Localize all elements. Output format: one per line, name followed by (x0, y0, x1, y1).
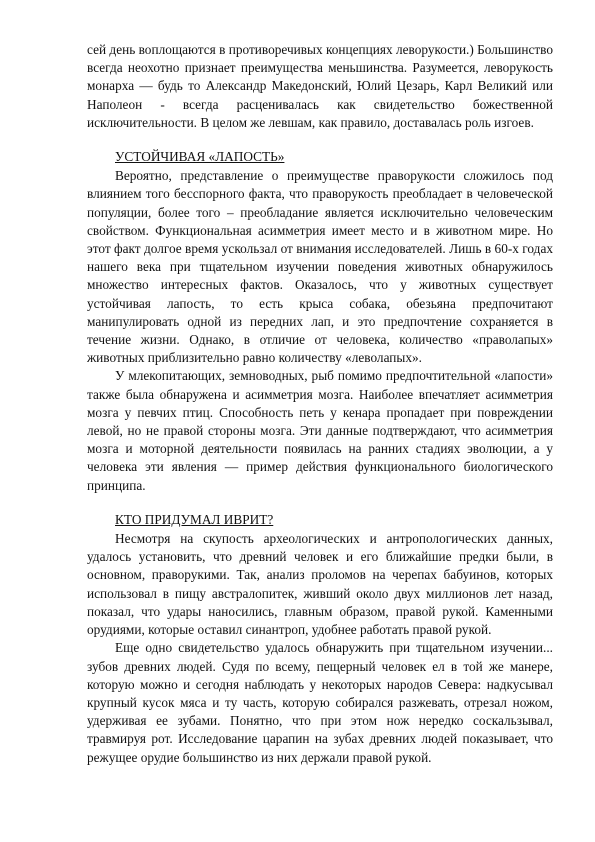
body-paragraph: У млекопитающих, земноводных, рыб помимо предпочтительной «лапости» также была обнаружена и асимметрия мозга. Наиболее впечатляет асимметрия мозга у певчих птиц. Способность петь у кенара пропадает при повреждении левой, но не правой стороны мозга. Эти данные подтверждают, что асимметрия мозга и моторной деятельности появилась на ранних стадиях эволюции, а у человека эти явления — пример действия функционального биологического принципа. (87, 368, 553, 493)
intro-paragraph: сей день воплощаются в противоречивых концепциях леворукости.) Большинство всегда неохотно признает преимущества меньшинства. Разумеется, леворукость монарха — будь то Александр Македонский, Юлий Цезарь, Карл Великий или Наполеон - всегда расценивалась как свидетельство божественной исключительности. В целом же левшам, как правило, доставалась роль изгоев. (87, 42, 553, 130)
body-paragraph: Несмотря на скупость археологических и антропологических данных, удалось установить, что древний человек и его ближайшие предки были, в основном, праворукими. Так, анализ проломов на черепах бабуинов, которых использовал в пищу австралопитек, живший около двух миллионов лет назад, показал, что удары наносились, главным образом, правой рукой. Каменными орудиями, которые оставил синантроп, удобнее работать правой рукой. (87, 531, 553, 638)
body-paragraph: Вероятно, представление о преимуществе праворукости сложилось под влиянием того бесспорного факта, что праворукость преобладает в человеческой популяции, более того – преобладание является исключительно человеческим свойством. Функциональная асимметрия имеет место и в животном мире. Но этот факт долгое время ускользал от внимания исследователей. Лишь в 60-х годах нашего века при тщательном изучении поведения животных обнаружилось множество интересных фактов. Оказалось, что у животных существует устойчивая лапость, то есть крыса собака, обезьяна предпочитают манипулировать одной из передних лап, и это предпочтение сохраняется в течение жизни. Однако, в отличие от человека, количество «праволапых» животных приблизительно равно количеству «леволапых». (87, 168, 553, 366)
section-heading-lapost: УСТОЙЧИВАЯ «ЛАПОСТЬ» (115, 149, 285, 165)
body-paragraph: Еще одно свидетельство удалось обнаружить при тщательном изучении... зубов древних людей. Судя по всему, пещерный человек ел в той же манере, которую можно и сегодня наблюдать у некоторых народов Севера: надкусывал крупный кусок мяса и ту часть, которую собирался разжевать, отрезал ножом, удерживая ее зубами. Понятно, что при этом нож нередко соскальзывал, травмируя рот. Исследование царапин на зубах древних людей показывает, что режущее орудие большинство из них держали правой рукой. (87, 640, 553, 765)
section-heading-ivrit: КТО ПРИДУМАЛ ИВРИТ? (115, 511, 274, 527)
